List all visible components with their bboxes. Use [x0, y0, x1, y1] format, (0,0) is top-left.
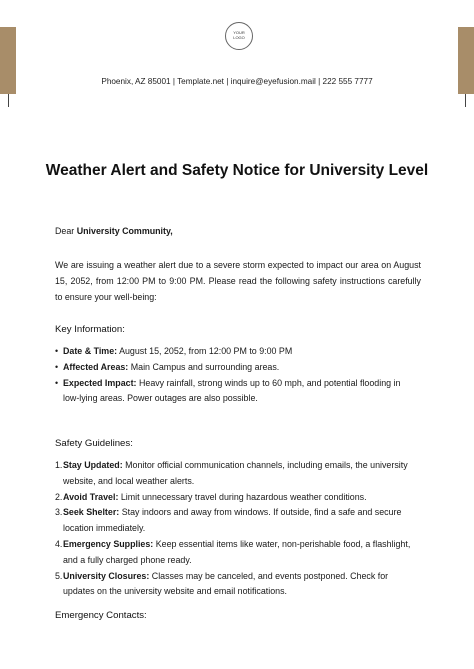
bullet-icon: •: [55, 361, 59, 372]
list-item: [55, 458, 415, 490]
page-title: Weather Alert and Safety Notice for University Level: [45, 162, 429, 179]
greeting-name: University Community,: [76, 226, 173, 236]
safety-list: [55, 458, 415, 600]
bullet-icon: •: [55, 377, 59, 388]
item-label: Date & Time:: [63, 346, 118, 356]
item-label: Seek Shelter:: [63, 507, 120, 518]
item-number: 5.: [55, 570, 63, 581]
list-item: [55, 360, 415, 376]
item-label: Avoid Travel:: [63, 491, 119, 502]
item-text: Keep essential items like water, non-perishable food, a flashlight, and a fully charged phone ready.: [63, 538, 411, 565]
item-text: Stay indoors and away from windows. If outside, find a safe and secure location immediately.: [63, 507, 402, 534]
right-accent-line: [465, 94, 466, 107]
item-text: August 15, 2052, from 12:00 PM to 9:00 PM: [119, 346, 293, 356]
list-item: [55, 490, 415, 506]
item-number: 4.: [55, 538, 63, 549]
item-label: Expected Impact:: [63, 377, 137, 388]
greeting-prefix: Dear: [55, 226, 75, 236]
intro-paragraph: We are issuing a weather alert due to a severe storm expected to impact our area on August 15, 2052, from 12:00 PM to 9:00 PM. Please read the following safety instructions carefully to ensure your well-being:: [55, 260, 421, 302]
left-accent-line: [8, 94, 9, 107]
item-text: Heavy rainfall, strong winds up to 60 mph, and potential flooding in low-lying areas. Power outages are also possible.: [63, 377, 401, 404]
list-item: [55, 537, 415, 569]
item-label: University Closures:: [63, 570, 150, 581]
item-number: 1.: [55, 460, 63, 470]
contact-line: Phoenix, AZ 85001 | Template.net | inquire@eyefusion.mail | 222 555 7777: [101, 77, 373, 86]
item-label: Emergency Supplies:: [63, 538, 154, 549]
greeting: [55, 224, 421, 240]
safety-heading: Safety Guidelines:: [55, 438, 133, 449]
bullet-icon: •: [55, 346, 59, 356]
item-number: 2.: [55, 491, 63, 502]
item-text: Main Campus and surrounding areas.: [130, 361, 280, 372]
list-item: [55, 569, 415, 601]
key-info-list: [55, 344, 415, 407]
item-number: 3.: [55, 507, 63, 518]
item-text: Limit unnecessary travel during hazardous weather conditions.: [120, 491, 367, 502]
company-logo: YOUR LOGO: [225, 22, 253, 50]
list-item: [55, 344, 415, 360]
key-info-heading: Key Information:: [55, 324, 125, 335]
item-label: Affected Areas:: [63, 361, 129, 372]
item-label: Stay Updated:: [63, 460, 123, 470]
list-item: [55, 505, 415, 537]
item-text: Classes may be canceled, and events postponed. Check for updates on the university website and email notifications.: [63, 570, 389, 597]
emergency-heading: Emergency Contacts:: [55, 610, 147, 621]
item-text: Monitor official communication channels, including emails, the university website, and local weather alerts.: [63, 460, 408, 486]
list-item: [55, 376, 415, 408]
